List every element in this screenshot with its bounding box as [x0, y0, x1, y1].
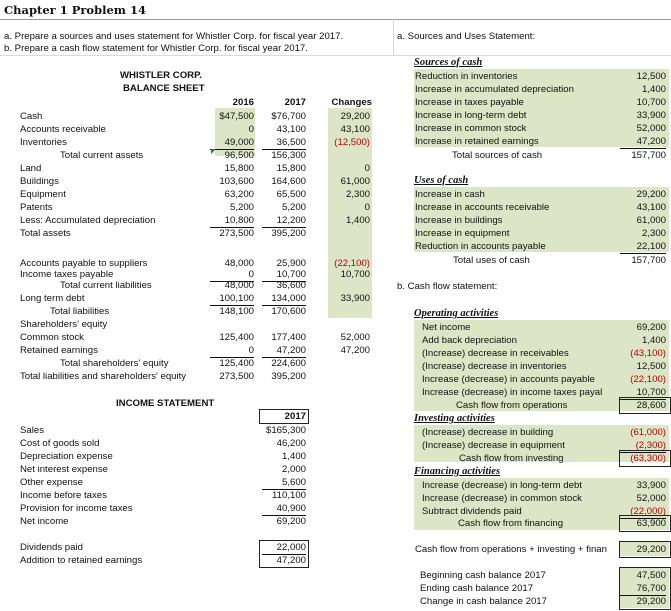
is-row-value: 46,200 — [276, 438, 306, 449]
bs-row-change — [326, 227, 370, 240]
is-row-value: 110,100 — [272, 490, 306, 501]
bs-row-change — [326, 318, 370, 331]
bs-row-change: 1,400 — [345, 215, 370, 226]
use-value: 61,000 — [636, 215, 666, 226]
source-value: 33,900 — [636, 110, 666, 121]
summary-box — [619, 541, 671, 558]
operating-title: Operating activities — [414, 308, 499, 319]
col-2016-header: 2016 — [232, 97, 254, 108]
bs-row-change: 47,200 — [340, 345, 370, 356]
bs-row-2016: 15,800 — [224, 163, 254, 174]
operating-total-value: 28,600 — [636, 400, 666, 411]
is-row-label: Sales — [20, 425, 44, 436]
bs-row-2017: 5,200 — [281, 202, 306, 213]
is-row-label: Addition to retained earnings — [20, 555, 143, 566]
balance-label: Beginning cash balance 2017 — [420, 570, 546, 581]
instruction-b: b. Prepare a cash flow statement for Whistler Corp. for fiscal year 2017. — [4, 43, 308, 54]
is-col-2017-box — [259, 409, 309, 424]
bs-row-label: Total assets — [20, 228, 71, 239]
investing-label: (Increase) decrease in building — [422, 427, 554, 438]
is-row-value: $165,300 — [265, 425, 306, 436]
operating-value: (43,100) — [630, 348, 666, 359]
bs-row-change — [326, 370, 370, 383]
bs-row-2016: 0 — [210, 344, 254, 358]
bs-row-change: (22,100) — [334, 258, 370, 269]
bs-row-2016: 0 — [248, 124, 254, 135]
financing-total-value: 63,900 — [636, 518, 666, 529]
is-row-label: Income before taxes — [20, 490, 107, 501]
source-label: Increase in long-term debt — [415, 110, 527, 121]
instruction-a: a. Prepare a sources and uses statement for Whistler Corp. for fiscal year 2017. — [4, 31, 344, 42]
uses-total-label: Total uses of cash — [453, 255, 530, 266]
company-name: WHISTLER CORP. — [120, 70, 202, 81]
is-row-label: Other expense — [20, 477, 83, 488]
sources-total-value: 157,700 — [631, 150, 666, 161]
bs-row-2017: 25,900 — [276, 258, 306, 269]
operating-value: 1,400 — [641, 335, 666, 346]
bs-row-2016: 48,000 — [224, 280, 254, 291]
bs-row-change: 33,900 — [340, 293, 370, 304]
financing-label: Subtract dividends paid — [422, 506, 522, 517]
is-row-label: Net income — [20, 516, 69, 527]
use-value: 2,300 — [641, 228, 666, 239]
financing-value: 33,900 — [636, 480, 666, 491]
source-value: 10,700 — [636, 97, 666, 108]
bs-row-label: Shareholders' equity — [20, 319, 108, 330]
source-label: Reduction in inventories — [415, 71, 518, 82]
bs-row-2016: 96,500 — [224, 150, 254, 161]
bs-row-2017: 15,800 — [276, 163, 306, 174]
bs-row-2017: 170,600 — [271, 306, 306, 317]
uses-total-value: 157,700 — [631, 255, 666, 266]
bs-row-change — [326, 149, 370, 162]
is-row-value: 69,200 — [276, 516, 306, 527]
summary-value: 29,200 — [636, 544, 666, 555]
col-2017-header: 2017 — [284, 97, 306, 108]
use-value: 29,200 — [636, 189, 666, 200]
bs-row-change: 43,100 — [340, 124, 370, 135]
bs-row-label: Common stock — [20, 332, 84, 343]
bs-row-label: Equipment — [20, 189, 66, 200]
is-row-label: Provision for income taxes — [20, 503, 133, 514]
is-col-2017: 2017 — [284, 411, 306, 422]
source-label: Increase in taxes payable — [415, 97, 524, 108]
is-row-label: Depreciation expense — [20, 451, 113, 462]
bs-row-2016: 48,000 — [224, 258, 254, 269]
bs-row-change — [326, 279, 370, 292]
bs-row-2017: 47,200 — [262, 344, 306, 358]
bs-row-label: Total liabilities — [50, 306, 110, 317]
bs-row-label: Land — [20, 163, 42, 174]
bs-row-2017 — [262, 318, 306, 331]
financing-total-box — [619, 515, 671, 532]
bs-row-2017: $76,700 — [271, 111, 306, 122]
is-row-value: 47,200 — [276, 555, 306, 566]
bs-row-label: Retained earnings — [20, 345, 98, 356]
bs-row-2017: 395,200 — [271, 228, 306, 239]
sources-title: Sources of cash — [414, 57, 483, 68]
investing-value: (2,300) — [620, 439, 666, 453]
bs-row-label: Accounts receivable — [20, 124, 106, 135]
operating-label: Add back depreciation — [422, 335, 517, 346]
use-value: 22,100 — [620, 240, 666, 254]
bs-row-2016: 49,000 — [210, 136, 254, 150]
use-label: Increase in accounts receivable — [415, 202, 550, 213]
bs-row-change — [326, 305, 370, 318]
balance-label: Ending cash balance 2017 — [420, 583, 534, 594]
bs-row-2016: 103,600 — [219, 176, 254, 187]
bs-row-change: 10,700 — [340, 269, 370, 280]
bs-row-2016: 0 — [210, 268, 254, 282]
bs-row-2016: 100,100 — [210, 292, 254, 306]
investing-label: (Increase) decrease in equipment — [422, 440, 565, 451]
bs-row-2017: 134,000 — [262, 292, 306, 306]
bs-row-2017: 65,500 — [276, 189, 306, 200]
operating-value: (22,100) — [630, 374, 666, 385]
investing-total-value: (63,300) — [630, 453, 666, 464]
balance-value: 29,200 — [636, 596, 666, 607]
investing-title: Investing activities — [414, 413, 495, 424]
source-value: 47,200 — [620, 135, 666, 149]
operating-label: (Increase) decrease in receivables — [422, 348, 569, 359]
bs-row-2017: 36,600 — [276, 280, 306, 291]
bs-row-2017: 36,500 — [262, 136, 306, 150]
is-row-label: Net interest expense — [20, 464, 108, 475]
title-bar — [0, 0, 671, 20]
source-value: 1,400 — [641, 84, 666, 95]
bs-row-change: 61,000 — [340, 176, 370, 187]
bs-row-change: 2,300 — [345, 189, 370, 200]
sources-total-label: Total sources of cash — [452, 150, 543, 161]
bs-row-label: Inventories — [20, 137, 67, 148]
use-value: 43,100 — [636, 202, 666, 213]
source-label: Increase in accumulated depreciation — [415, 84, 574, 95]
bs-row-2016: 125,400 — [219, 358, 254, 369]
investing-total-label: Cash flow from investing — [459, 453, 564, 464]
balances-box — [619, 567, 671, 610]
bs-row-2016: 5,200 — [229, 202, 254, 213]
operating-value: 12,500 — [636, 361, 666, 372]
bs-row-change — [326, 357, 370, 370]
balance-value: 76,700 — [620, 582, 666, 596]
bs-row-label: Accounts payable to suppliers — [20, 258, 148, 269]
bs-row-2017: 12,200 — [262, 214, 306, 228]
bs-row-label: Cash — [20, 111, 43, 122]
balance-sheet-heading: BALANCE SHEET — [123, 83, 205, 94]
bs-row-label: Total current assets — [60, 150, 144, 161]
bs-row-2016: 273,500 — [219, 228, 254, 239]
investing-total-box — [619, 450, 671, 467]
operating-label: Increase (decrease) in accounts payable — [422, 374, 595, 385]
bs-row-change: (12,500) — [334, 137, 370, 148]
is-row-label: Dividends paid — [20, 542, 83, 553]
investing-value: (61,000) — [630, 427, 666, 438]
bs-row-label: Buildings — [20, 176, 59, 187]
is-row-value: 5,600 — [262, 476, 306, 490]
bs-row-2017: 156,300 — [271, 150, 306, 161]
income-statement-heading: INCOME STATEMENT — [116, 398, 215, 409]
source-label: Increase in retained earnings — [415, 136, 539, 147]
column-separator — [393, 19, 394, 55]
bs-row-2016: 10,800 — [210, 214, 254, 228]
bs-row-2017: 177,400 — [271, 332, 306, 343]
balance-label: Change in cash balance 2017 — [420, 596, 547, 607]
is-row-value: 1,400 — [281, 451, 306, 462]
operating-label: Net income — [422, 322, 471, 333]
bs-row-label: Income taxes payable — [20, 269, 114, 280]
financing-title: Financing activities — [414, 466, 501, 477]
bs-row-2017: 224,600 — [271, 358, 306, 369]
financing-value: 52,000 — [636, 493, 666, 504]
bs-row-2016: 148,100 — [219, 306, 254, 317]
source-label: Increase in common stock — [415, 123, 527, 134]
dividends-box — [259, 540, 309, 568]
financing-label: Increase (decrease) in common stock — [422, 493, 582, 504]
financing-value: (22,000) — [620, 505, 666, 519]
uses-title: Uses of cash — [414, 175, 469, 186]
is-row-value: 2,000 — [281, 464, 306, 475]
bs-row-label: Total liabilities and shareholders' equity — [20, 371, 187, 382]
bs-row-change: 52,000 — [340, 332, 370, 343]
source-value: 52,000 — [636, 123, 666, 134]
cell-comment-marker — [211, 149, 216, 154]
operating-label: (Increase) decrease in inventories — [422, 361, 567, 372]
chapter-title: Chapter 1 Problem 14 — [4, 3, 146, 17]
source-value: 12,500 — [636, 71, 666, 82]
operating-total-box — [619, 397, 671, 414]
bs-row-label: Total current liabilities — [60, 280, 152, 291]
financing-total-label: Cash flow from financing — [458, 518, 564, 529]
bs-row-2017: 10,700 — [262, 268, 306, 282]
operating-value: 10,700 — [620, 386, 666, 400]
bs-row-2017: 164,600 — [271, 176, 306, 187]
is-row-value: 40,900 — [262, 502, 306, 516]
use-label: Increase in buildings — [415, 215, 503, 226]
bs-row-2016 — [210, 318, 254, 331]
use-label: Reduction in accounts payable — [415, 241, 546, 252]
bs-row-2016: 273,500 — [219, 371, 254, 382]
summary-label: Cash flow from operations + investing + finan — [415, 544, 607, 555]
operating-total-label: Cash flow from operations — [456, 400, 568, 411]
is-row-value: 22,000 — [262, 541, 306, 555]
bs-row-label: Patents — [20, 202, 53, 213]
bs-row-2016: 125,400 — [219, 332, 254, 343]
bs-row-2016: 63,200 — [224, 189, 254, 200]
bs-row-2017: 43,100 — [276, 124, 306, 135]
col-changes-header: Changes — [331, 97, 372, 108]
bs-row-2016: $47,500 — [219, 111, 254, 122]
bs-row-change: 0 — [364, 202, 370, 213]
operating-value: 69,200 — [636, 322, 666, 333]
bs-row-label: Total shareholders' equity — [60, 358, 169, 369]
sources-uses-heading: a. Sources and Uses Statement: — [397, 31, 536, 42]
bs-row-change: 29,200 — [340, 111, 370, 122]
financing-label: Increase (decrease) in long-term debt — [422, 480, 582, 491]
bs-row-label: Long term debt — [20, 293, 85, 304]
is-row-label: Cost of goods sold — [20, 438, 100, 449]
balance-value: 47,500 — [636, 570, 666, 581]
use-label: Increase in equipment — [415, 228, 510, 239]
operating-label: Increase (decrease) in income taxes payal — [422, 387, 603, 398]
bs-row-label: Less: Accumulated depreciation — [20, 215, 156, 226]
bs-row-change: 0 — [364, 163, 370, 174]
cash-flow-heading: b. Cash flow statement: — [397, 281, 498, 292]
bs-row-2017: 395,200 — [271, 371, 306, 382]
use-label: Increase in cash — [415, 189, 485, 200]
